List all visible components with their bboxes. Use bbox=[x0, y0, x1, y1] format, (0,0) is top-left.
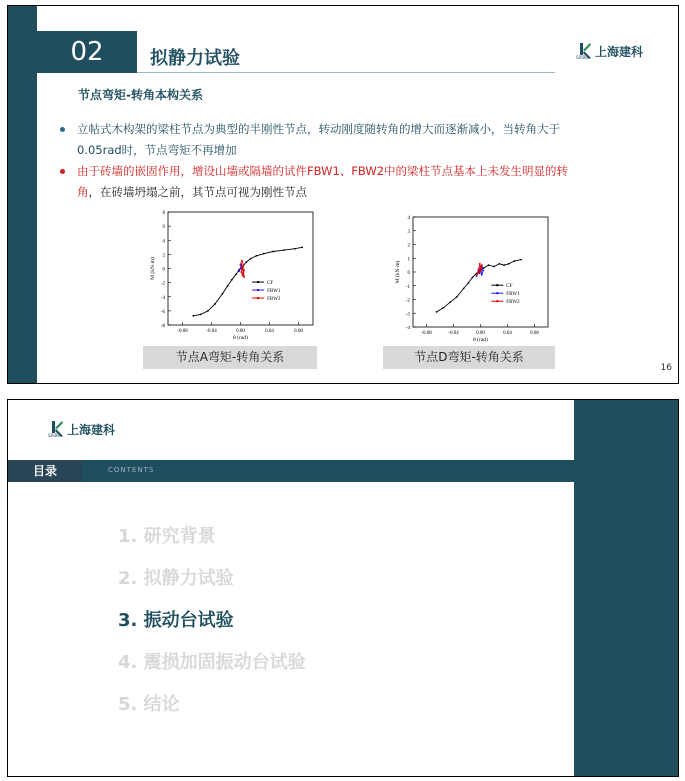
slide-1 bbox=[7, 5, 679, 384]
toc-item-4[interactable]: 4. 震损加固振动台试验 bbox=[118, 652, 306, 673]
legend-label: CF bbox=[267, 281, 274, 287]
page-number: 16 bbox=[660, 363, 672, 373]
data-point-cf bbox=[493, 266, 495, 268]
x-tick-label: 0.08 bbox=[294, 329, 303, 334]
y-tick-label: -8 bbox=[160, 324, 165, 329]
y-tick-label: -3 bbox=[405, 312, 410, 318]
data-point-cf bbox=[221, 293, 223, 295]
y-tick-label: 8 bbox=[162, 211, 165, 216]
data-point-fbw2 bbox=[241, 266, 243, 268]
data-point-cf bbox=[192, 315, 194, 317]
legend-marker bbox=[257, 297, 259, 299]
x-tick-label: 0.04 bbox=[503, 331, 512, 336]
data-point-cf bbox=[245, 261, 247, 263]
legend-label: CF bbox=[506, 284, 513, 290]
bullet-dot bbox=[60, 127, 65, 132]
y-axis-label: M (kN·m) bbox=[150, 257, 156, 280]
data-point-fbw1 bbox=[482, 270, 484, 272]
y-tick-label: 4 bbox=[407, 216, 410, 221]
right-color-band bbox=[574, 400, 678, 776]
data-point-cf bbox=[207, 310, 209, 312]
data-point-cf bbox=[235, 273, 237, 275]
left-sidebar-band bbox=[8, 6, 37, 383]
x-tick-label: 0.00 bbox=[236, 329, 245, 334]
logo-small-text: SRIBS bbox=[576, 55, 588, 60]
section-title: 拟静力试验 bbox=[150, 48, 240, 69]
data-point-cf bbox=[467, 282, 469, 284]
data-point-fbw1 bbox=[240, 268, 242, 270]
y-tick-label: -6 bbox=[160, 309, 165, 315]
data-point-cf bbox=[503, 264, 505, 266]
data-point-cf bbox=[436, 311, 438, 313]
toc-item-1[interactable]: 1. 研究背景 bbox=[118, 526, 216, 547]
bullet-2-line-2a: 角 bbox=[77, 185, 89, 199]
data-point-cf bbox=[231, 279, 233, 281]
caption-node-d: 节点D弯矩-转角关系 bbox=[383, 346, 555, 369]
data-point-fbw2 bbox=[242, 275, 244, 277]
bullet-2-line-2b: ，在砖墙坍塌之前，其节点可视为刚性节点 bbox=[88, 185, 307, 199]
x-axis-label: θ (rad) bbox=[233, 335, 248, 341]
legend-label: FBW1 bbox=[506, 292, 520, 298]
data-point-fbw2 bbox=[479, 263, 481, 265]
contents-label: CONTENTS bbox=[108, 466, 155, 474]
bullet-1-line-1: 立帖式木构架的梁柱节点为典型的半刚性节点，转动刚度随转角的增大而逐渐减小，当转角大于 bbox=[77, 122, 560, 136]
caption-node-a: 节点A弯矩-转角关系 bbox=[143, 346, 317, 369]
data-point-cf bbox=[272, 251, 274, 253]
data-point-cf bbox=[256, 255, 258, 257]
data-point-fbw2 bbox=[240, 263, 242, 265]
x-tick-label: 0.00 bbox=[476, 331, 485, 336]
data-point-cf bbox=[294, 248, 296, 250]
toc-item-2[interactable]: 2. 拟静力试验 bbox=[118, 568, 234, 589]
data-point-fbw1 bbox=[481, 274, 483, 276]
data-point-fbw2 bbox=[481, 264, 483, 266]
series-line-cf bbox=[193, 247, 302, 315]
data-point-cf bbox=[227, 285, 229, 287]
y-tick-label: -1 bbox=[405, 284, 410, 290]
data-point-cf bbox=[463, 288, 465, 290]
section-number: 02 bbox=[37, 31, 137, 73]
y-tick-label: 2 bbox=[407, 243, 410, 249]
data-point-cf bbox=[301, 246, 303, 248]
y-tick-label: 3 bbox=[407, 229, 410, 235]
data-point-fbw2 bbox=[480, 267, 482, 269]
data-point-fbw2 bbox=[478, 272, 480, 274]
data-point-cf bbox=[283, 249, 285, 251]
x-tick-label: -0.08 bbox=[177, 329, 188, 334]
company-logo bbox=[50, 420, 115, 438]
y-axis-label: M (kN·m) bbox=[395, 260, 401, 284]
data-point-fbw2 bbox=[476, 274, 478, 276]
y-tick-label: 2 bbox=[162, 253, 165, 259]
data-point-cf bbox=[200, 314, 202, 316]
data-point-fbw2 bbox=[240, 271, 242, 273]
data-point-cf bbox=[250, 258, 252, 260]
x-tick-label: -0.08 bbox=[421, 331, 432, 336]
y-tick-label: 0 bbox=[407, 271, 410, 276]
legend-label: FBW1 bbox=[267, 289, 281, 295]
toc-item-3[interactable]: 3. 振动台试验 bbox=[118, 610, 234, 631]
data-point-fbw2 bbox=[478, 268, 480, 270]
data-point-cf bbox=[214, 303, 216, 305]
logo-text: 上海建科 bbox=[67, 422, 116, 437]
data-point-fbw2 bbox=[480, 270, 482, 272]
data-point-cf bbox=[263, 253, 265, 255]
toc-label: 目录 bbox=[8, 460, 82, 482]
x-tick-label: 0.08 bbox=[530, 331, 539, 336]
data-point-cf bbox=[513, 260, 515, 262]
chart-node-d bbox=[393, 211, 558, 346]
y-tick-label: -4 bbox=[160, 295, 165, 301]
y-tick-label: -4 bbox=[405, 326, 410, 331]
chart-node-a bbox=[148, 206, 323, 346]
y-tick-label: -2 bbox=[405, 298, 410, 304]
data-point-cf bbox=[483, 267, 485, 269]
logo-small-text: SRIBS bbox=[48, 433, 60, 438]
data-point-cf bbox=[456, 296, 458, 298]
data-point-cf bbox=[442, 307, 444, 309]
data-point-cf bbox=[508, 263, 510, 265]
data-point-fbw1 bbox=[238, 270, 240, 272]
legend-marker bbox=[257, 289, 259, 291]
y-tick-label: 6 bbox=[162, 225, 165, 231]
data-point-cf bbox=[520, 259, 522, 261]
data-point-fbw2 bbox=[241, 260, 243, 262]
bullet-1-line-2: 0.05rad时，节点弯矩不再增加 bbox=[77, 143, 237, 157]
y-tick-label: 0 bbox=[162, 267, 165, 273]
logo-text: 上海建科 bbox=[595, 44, 644, 59]
data-point-fbw2 bbox=[243, 276, 245, 278]
logo-icon bbox=[50, 420, 64, 438]
bullet-dot bbox=[60, 169, 65, 174]
y-tick-label: 1 bbox=[407, 257, 410, 263]
data-point-cf bbox=[499, 263, 501, 265]
x-tick-label: -0.04 bbox=[206, 329, 217, 334]
data-point-fbw2 bbox=[243, 269, 245, 271]
legend-marker bbox=[257, 281, 259, 283]
x-tick-label: -0.04 bbox=[448, 331, 459, 336]
company-logo bbox=[578, 42, 643, 60]
data-point-fbw2 bbox=[243, 264, 245, 266]
legend-marker bbox=[496, 300, 498, 302]
data-point-cf bbox=[472, 277, 474, 279]
y-tick-label: -2 bbox=[160, 281, 165, 287]
title-divider bbox=[137, 72, 555, 73]
legend-marker bbox=[496, 284, 498, 286]
x-axis-label: θ (rad) bbox=[473, 337, 488, 343]
toc-header-bar bbox=[8, 460, 574, 482]
data-point-cf bbox=[449, 301, 451, 303]
bullet-2-line-1: 由于砖墙的嵌固作用，增设山墙或隔墙的试件FBW1、FBW2中的梁柱节点基本上未发生明显的转 bbox=[77, 164, 569, 178]
x-tick-label: 0.04 bbox=[265, 329, 274, 334]
legend-marker bbox=[496, 292, 498, 294]
legend-label: FBW2 bbox=[267, 297, 281, 303]
data-point-cf bbox=[488, 264, 490, 266]
logo-icon bbox=[578, 42, 592, 60]
y-tick-label: 4 bbox=[162, 239, 165, 245]
toc-item-5[interactable]: 5. 结论 bbox=[118, 694, 180, 715]
slide-subtitle: 节点弯矩-转角本构关系 bbox=[78, 88, 203, 102]
slide-2 bbox=[7, 399, 679, 777]
legend-label: FBW2 bbox=[506, 300, 520, 306]
